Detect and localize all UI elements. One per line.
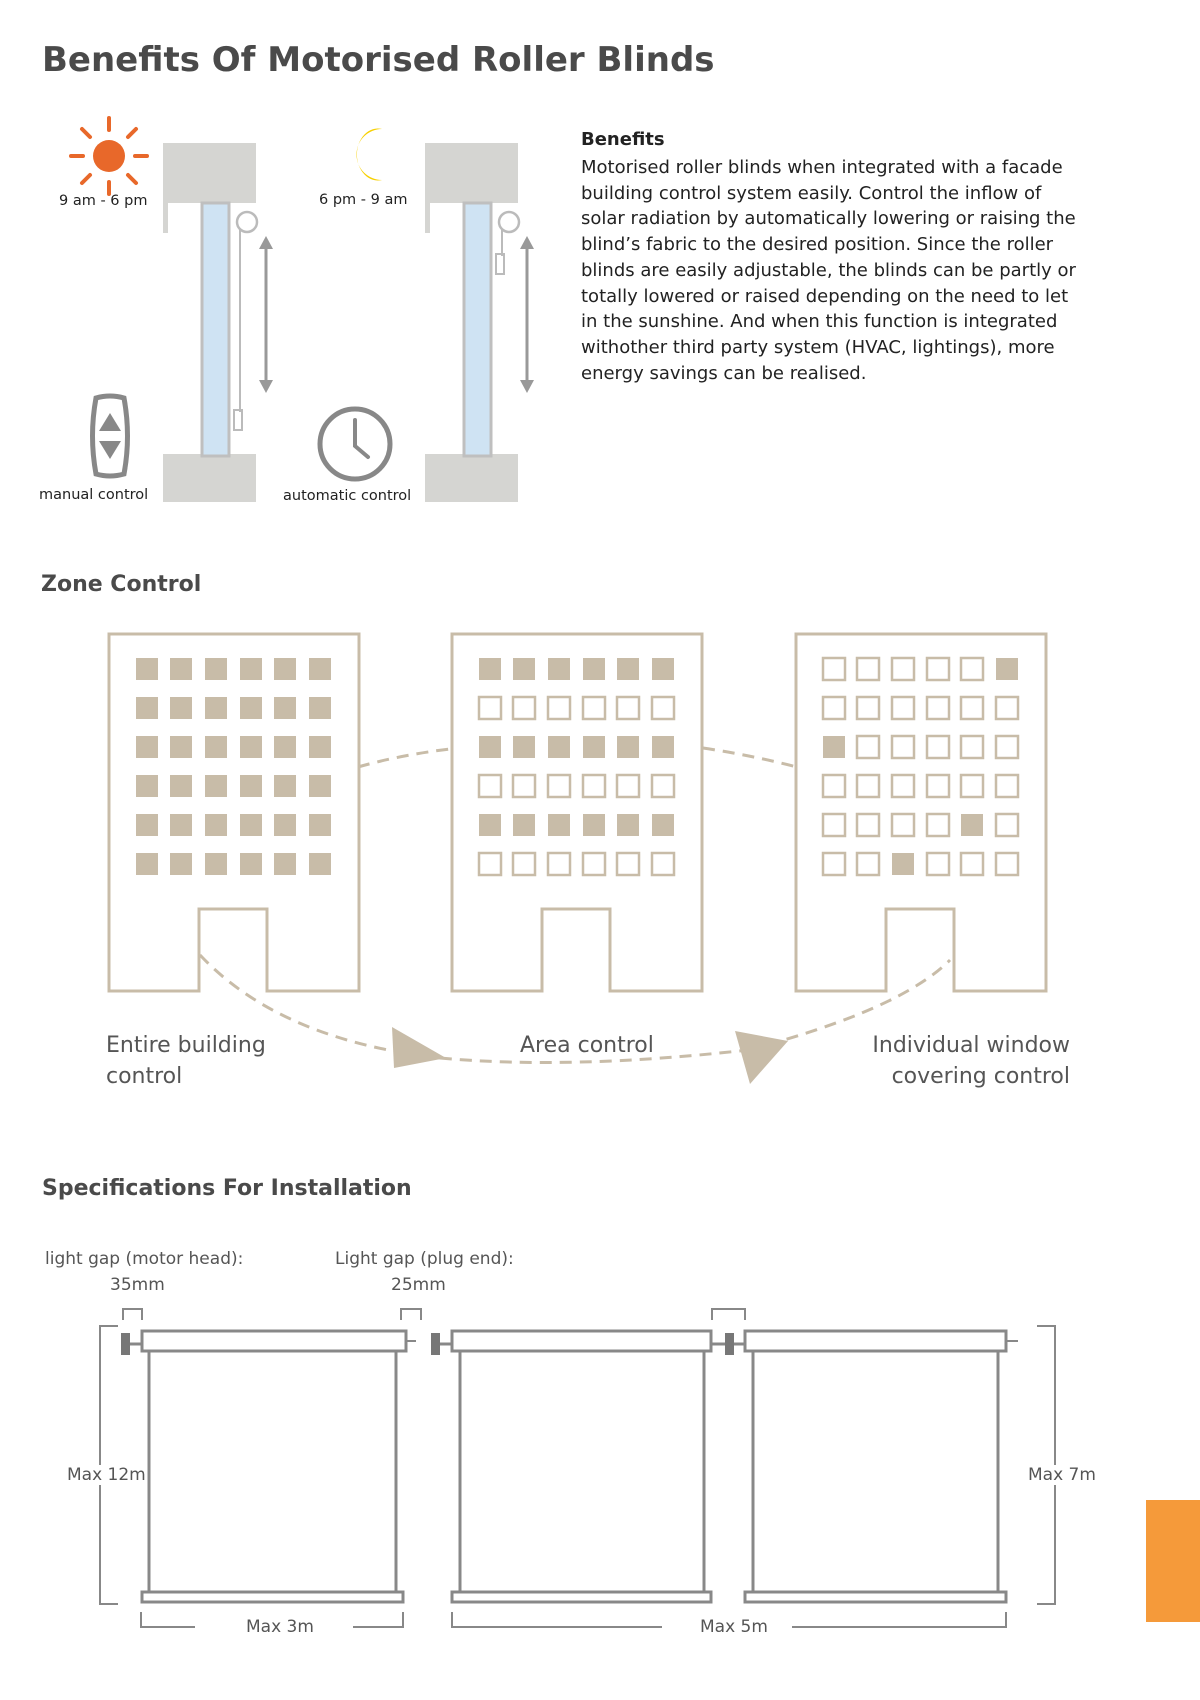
blind-unit-3 bbox=[734, 1331, 1018, 1602]
benefits-body: Motorised roller blinds when integrated with a facade building control system easily. Control the inflow of solar radiation by automatically lowering or raising the blind’s fabric to the desired position. Since the roller blinds are easily adjustable, the blinds can be partly or totally lowered or raised depending on the need to let in the sunshine. And when this function is integrated withother third party system (HVAC, lightings), more energy savings can be realised. bbox=[581, 157, 1076, 384]
plug-gap-value: 25mm bbox=[391, 1275, 446, 1295]
night-time-label: 6 pm - 9 am bbox=[319, 192, 408, 208]
entire-building-label: Entire building control bbox=[106, 1033, 266, 1089]
max-height-left-label: Max 12m bbox=[67, 1465, 146, 1485]
blind-unit-1 bbox=[121, 1331, 416, 1602]
max-height-right-label: Max 7m bbox=[1028, 1465, 1096, 1485]
area-control-label: Area control bbox=[520, 1033, 654, 1058]
specifications-title: Specifications For Installation bbox=[42, 1176, 412, 1201]
max-width-left-label: Max 3m bbox=[246, 1617, 314, 1637]
max-width-right-label: Max 5m bbox=[700, 1617, 768, 1637]
automatic-control-label: automatic control bbox=[283, 488, 412, 504]
zone-control-title: Zone Control bbox=[41, 572, 202, 597]
plug-gap-label: Light gap (plug end): bbox=[335, 1249, 514, 1269]
benefits-heading: Benefits bbox=[581, 129, 665, 150]
page-tab bbox=[1146, 1500, 1200, 1622]
blind-unit-2 bbox=[431, 1331, 734, 1602]
individual-window-label: Individual window covering control bbox=[872, 1033, 1070, 1089]
motor-gap-value: 35mm bbox=[110, 1275, 165, 1295]
motor-gap-label: light gap (motor head): bbox=[45, 1249, 244, 1269]
page-title: Benefits Of Motorised Roller Blinds bbox=[42, 40, 715, 80]
day-time-label: 9 am - 6 pm bbox=[59, 193, 148, 209]
manual-control-label: manual control bbox=[39, 487, 149, 503]
